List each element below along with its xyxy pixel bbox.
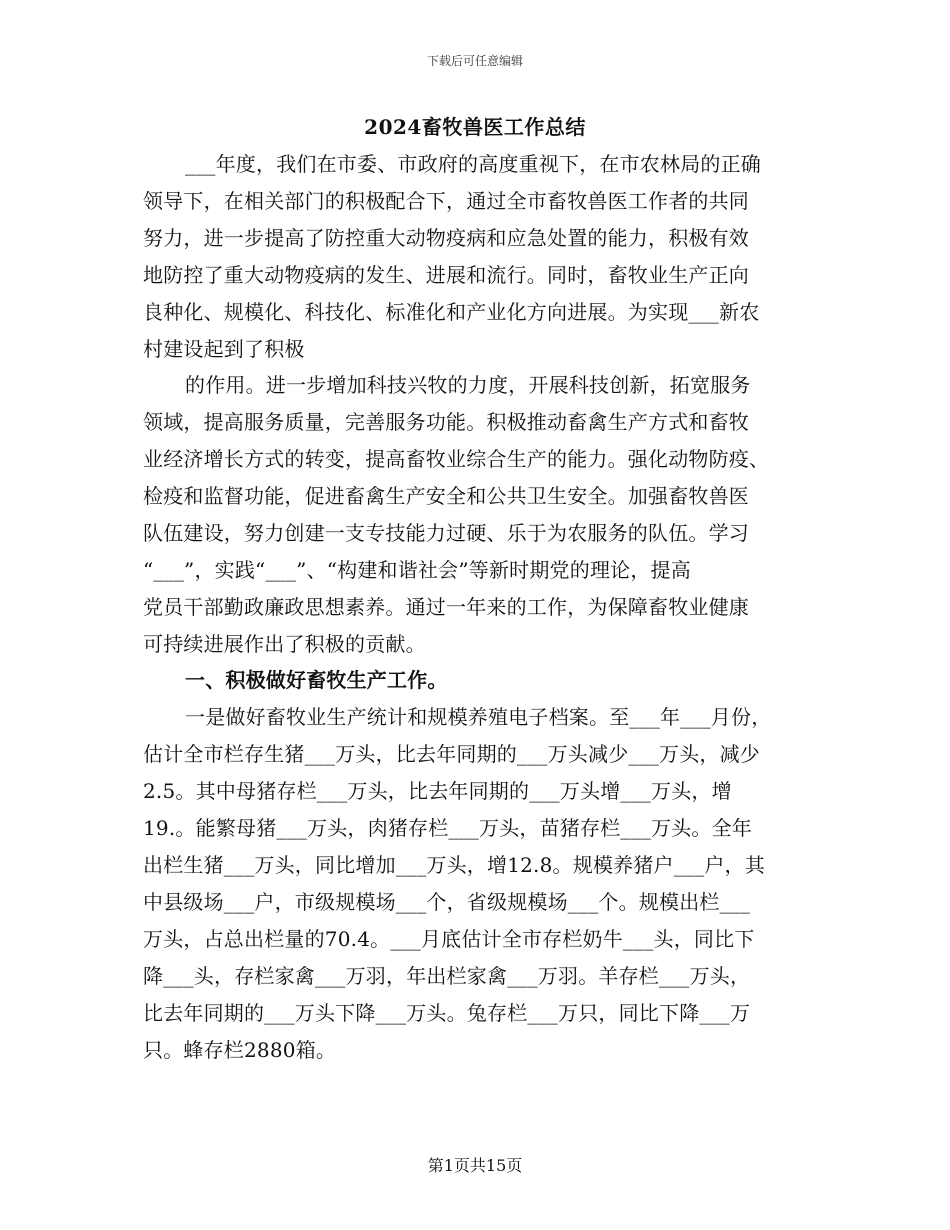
text-line: 领导下，在相关部门的积极配合下，通过全市畜牧兽医工作者的共同	[143, 189, 749, 213]
section-production	[143, 662, 813, 1069]
text-line: 业经济增长方式的转变，提高畜牧业综合生产的能力。强化动物防疫、	[143, 447, 770, 471]
text-line: 良种化、规模化、科技化、标准化和产业化方向进展。为实现___新农	[143, 300, 760, 324]
text-line: 地防控了重大动物疫病的发生、进展和流行。同时，畜牧业生产正向	[143, 263, 749, 287]
document-title: 2024畜牧兽医工作总结	[364, 115, 586, 139]
page-header: 下载后可任意编辑	[426, 54, 523, 68]
paragraph-role	[143, 367, 813, 663]
text-line: 努力，进一步提高了防控重大动物疫病和应急处置的能力，积极有效	[143, 226, 749, 250]
text-line: ___年度，我们在市委、市政府的高度重视下，在市农林局的正确	[185, 152, 761, 176]
text-line: 降___头，存栏家禽___万羽，年出栏家禽___万羽。羊存栏___万头，	[143, 964, 751, 988]
text-line: 村建设起到了积极	[143, 337, 305, 361]
text-line: “___”，实践“___”、“构建和谐社会”等新时期党的理论，提高	[143, 558, 691, 582]
text-line: 的作用。进一步增加科技兴牧的力度，开展科技创新，拓宽服务	[185, 373, 751, 397]
page-number: 第1页共15页	[427, 1156, 523, 1175]
text-line: 2.5。其中母猪存栏___万头，比去年同期的___万头增___万头，增	[143, 779, 732, 803]
text-line: 党员干部勤政廉政思想素养。通过一年来的工作，为保障畜牧业健康	[143, 595, 749, 619]
text-line: 估计全市栏存生猪___万头，比去年同期的___万头减少___万头，减少	[143, 742, 760, 766]
section-heading: 一、积极做好畜牧生产工作。	[185, 668, 448, 692]
text-line: 只。蜂存栏2880箱。	[143, 1038, 337, 1062]
text-line: 中县级场___户，市级规模场___个，省级规模场___个。规模出栏___	[143, 890, 751, 914]
text-line: 领域，提高服务质量，完善服务功能。积极推动畜禽生产方式和畜牧	[143, 410, 749, 434]
text-line: 可持续进展作出了积极的贡献。	[143, 632, 426, 656]
text-line: 比去年同期的___万头下降___万头。兔存栏___万只，同比下降___万	[143, 1001, 751, 1025]
paragraph-intro	[143, 146, 813, 368]
text-line: 19.。能繁母猪___万头，肉猪存栏___万头，苗猪存栏___万头。全年	[143, 816, 753, 840]
text-line: 检疫和监督功能，促进畜禽生产安全和公共卫生安全。加强畜牧兽医	[143, 484, 749, 508]
text-line: 一是做好畜牧业生产统计和规模养殖电子档案。至___年___月份，	[185, 705, 772, 729]
text-line: 出栏生猪___万头，同比增加___万头，增12.8。规模养猪户___户，其	[143, 853, 765, 877]
text-line: 队伍建设，努力创建一支专技能力过硬、乐于为农服务的队伍。学习	[143, 521, 749, 545]
text-line: 万头，占总出栏量的70.4。___月底估计全市存栏奶牛___头，同比下	[143, 927, 755, 951]
